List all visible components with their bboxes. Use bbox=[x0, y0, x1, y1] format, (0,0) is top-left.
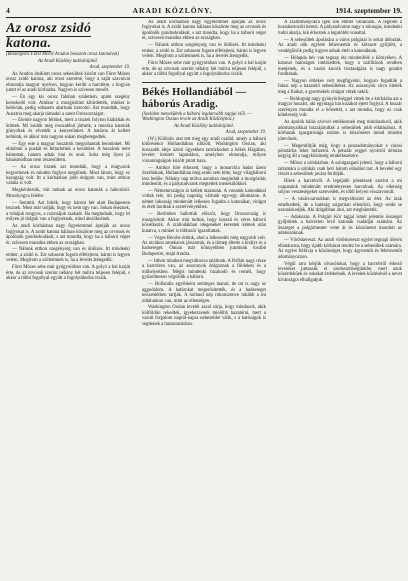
paragraph: — Németországon át kellett utaznunk. A vonatok katonákkal voltak tele, mi pedig napokig vártunk egy-egy állomáson. A német lakosság mindenütt lelkesen fogadta a katonákat, virágot és ételt hordtak a szerelvényekhez. bbox=[142, 188, 266, 211]
paragraph: — Megemlítjük még, hogy a pénzadományokat a városi pénztárba lehet befizetni. A pénztár reggel nyolctól délután négyig áll a nagyközönség rendelkezésére. bbox=[278, 143, 402, 160]
paragraph: — Hólapda hév van tegnap óta mindenfelé a környéken. A katonai hatóságok intézkedtek, hogy a szállítások rendben menjenek, és a vasúti kocsik tisztaságára is nagy gondot fordítanak. bbox=[278, 55, 402, 78]
paragraph: Az aradi kórházban nagy figyelemmel ápolják az orosz foglyokat is. A zsidó katona hálásan köszönte meg az orvosok és ápolónők gondoskodását, s azt mondta, hogy ha a háború véget ér, szívesen maradna ebben az országban. bbox=[142, 20, 266, 42]
paragraph: Az Aradon átsiklott orosz sebesültek között van Fürst Mózes orosz zsidó katona, aki most szeretné, hogy a saját szavaival elmondja magyar nyelven, hogyan került a harctérre, s hogyan jutott el az aradi kórházba. Nagyon is szívesen mesélt. bbox=[6, 71, 130, 94]
article1-headline: Az orosz zsidó katona. bbox=[6, 21, 92, 51]
paragraph: — Berlinben hallottuk először, hogy Oroszország is mozgósított. Akkor már tudtuk, hogy hosszú és véres háború következik. A szállodákban idegeneket kerestek kémek után kutatva, s minket is többször igazoltattak. bbox=[142, 212, 266, 234]
column-3 bbox=[278, 20, 402, 576]
paragraph: — A vásárcsarnokban is megváltozott az élet. Az árak emelkedtek, de a hatóság szigorúan ellenőrzi, hogy senki se uzsoráskodjék. Aki drágábban árul, azt megbüntetik. bbox=[278, 197, 402, 213]
issue-date: 1914. szeptember 19. bbox=[335, 5, 402, 15]
paragraph: — A sebesültek ápolására a város polgárai is sokat áldoztak. Az aradi nők egylete fehérneműt és kötszert gyűjtött, a vendéglősök pedig ingyen adnak ételt a katonáknak. bbox=[278, 37, 402, 54]
paragraph: — Vöröskereszt. Az aradi vöröskereszt egylet tegnapi ülésén elhatározta, hogy újabb kórházat rendez be a sebesültek számára. Az egylet felhívja a közönséget, hogy ágyneműt és fehérneműt adományozzon. bbox=[278, 238, 402, 260]
paragraph: — Eleinte nagyon féltünk, mert a tisztek folyton kiabáltak és ütöttek. Mi zsidók még rosszabbul jártunk, a muszka katonák gúnyoltak és elvették a kenyerünket. A határon át kellett kelnünk, és akkor már nagyon sokan megbetegedtek. bbox=[6, 118, 130, 140]
column-2 bbox=[142, 20, 266, 576]
page-number: 4 bbox=[6, 5, 10, 15]
article1-subheadline: (Beszélgetés Fürst Mórié Aradon bosozott orosz katonával) bbox=[6, 52, 119, 57]
paragraph: Végül arra kérjük olvasóinkat, hogy a harctérről érkező leveleket juttassák el szerkesztőségünkbe, mert azok közérdekűek és sokakat érdekelnek. A levelek közlésénél a nevet kívánságra elhallgatjuk. bbox=[278, 261, 402, 283]
paragraph: — Semmit. Azt hitték, hogy három hét alatt Budapesten lesznek. Most már tudják, hogy ez nem úgy van. Sokan éheznek, a ruhájuk rongyos, a csizmájuk szakadt. Ha megtudnák, hogy itt milyen jó dolguk van a foglyoknak, mind átszöknének. bbox=[6, 200, 130, 223]
paragraph: — Én egy kis orosz faluban születtem, apám szegény kereskedő volt. Amikor a mozgósítást kihirdették, minket is behívtak, pedig sohasem akartunk harcolni. Azt mondták, hogy Ausztria meg akarja támadni a szent Oroszországot. bbox=[6, 95, 130, 117]
article-divider bbox=[142, 82, 266, 83]
paragraph: Megkérdeztük, mit tudnak az orosz katonák a háborúról. Mosolyogva felelte: bbox=[6, 188, 130, 199]
newspaper-title: ARADI KÖZLÖNY. bbox=[132, 5, 213, 15]
article2-dateline: Arad, szeptember 19. bbox=[225, 130, 266, 136]
article2-subheadline: (Szeliden menekültek a háború legdurvább napjai elől. — Washington Ossian levele az Aradi Közlönyhöz.) bbox=[142, 111, 252, 122]
paragraph: A szállítmányokra igen sok ember várakozik. A legtöbb a hozzátartozóit keresi. A pályaudvaron nagy a tolongás, mindenki tudni akarja, kik érkeztek a legutóbbi vonattal. bbox=[278, 20, 402, 36]
paragraph: — Nálunk otthon szegénység van és üldözés. Itt mindenki ember, a zsidó is. Ezt sohasem fogom elfelejteni, bármi is legyen velem. Megírom a szüleimnek is, ha a levelet átengedik. bbox=[142, 43, 266, 60]
paragraph: — Nálunk otthon szegénység van és üldözés. Itt mindenki ember, a zsidó is. Ezt sohasem fogom elfelejteni, bármi is legyen velem. Megírom a szüleimnek is, ha a levelet átengedik. bbox=[6, 247, 130, 264]
article1-correspondent: Az Aradi Közlöny tudósítójától. bbox=[38, 58, 98, 64]
paragraph: — Nagyon érdekes volt megfigyelni, hogyan fogadták a falusi nép a hazatérő sebesülteket. Az asszonyok sírva ölelték meg a fiaikat, a gyermekek virágot vittek nekik. bbox=[278, 79, 402, 95]
paragraph: — Adakozás. A Polgári Kör tagjai ismét jelentős összeget gyűjtöttek a harctéren levő katonák családjai számára. Az összeget a polgármester vette át és köszönetet mondott az adakozóknak. bbox=[278, 214, 402, 237]
paragraph: — Hollandia egyébként semleges marad, de ott is nagy az aggodalom. A határokat megerősítették, és a hadsereget készenlétben tartják. A holland nép rokonszenve inkább a mi oldalunkon van, mint az ellenségen. bbox=[142, 282, 266, 304]
paragraph: — Az orosz tisztek azt mondták, hogy a magyarok kegyetlenek és minden foglyot megölnek. Most látom, hogy ez hazugság volt. Itt a kórházban jobb dolgom van, mint otthon valaha is volt. bbox=[6, 165, 130, 187]
paragraph: Fürst Mózes sebe már gyógyulóban van. A golyó a bal karját érte, de az orvosok szerint néhány hét múlva teljesen felépül, s akkor a többi fogollyal együtt a fogolytáborba viszik. bbox=[142, 61, 266, 78]
article2-correspondent: Az Aradi Közlöny tudósítójától. bbox=[174, 123, 234, 129]
paragraph: — Végre Bécsbe értünk, ahol a lelkesedés még nagyobb volt. Az utcákon zenekarok játszottak, és a tömeg éltette a királyt és a hadsereget. Onnan már könnyebben jutottunk tovább Budapestre, majd Aradra. bbox=[142, 235, 266, 257]
paragraph: (W.) Különös utat tett meg egy aradi család, amely a háború kitörésekor Hollandiában időzött. Washington Ossian, aki hosszabb ideje üzleti ügyekben tartózkodott a békés Hágában, levelet intézett lapunkhoz, amelyben elmondja, milyen viszontagságok között jutott haza. bbox=[142, 136, 266, 164]
paragraph: — Boldogság nagy gyönyörűséggel vittek be a kórházba azt a magyar huszárt, aki egymaga hat kozákot ejtett foglyul. A huszár szerényen mondta el a hőstettét, s azt mondta, hogy ez csak kötelesség volt. bbox=[278, 96, 402, 119]
paragraph: Washington Ossian levelét azzal zárja, hogy mindazok, akik külföldön rekedtek, igyekezzenek mielőbb hazatérni, mert a vasúti forgalom napról-napra nehezebbé válik, s a hatóságok is segítenek a hazautazásban. bbox=[142, 305, 266, 327]
masthead bbox=[6, 3, 402, 18]
page-columns bbox=[6, 20, 402, 576]
article2-headline: Békés Hollandiából — háborús Aradig. bbox=[142, 86, 247, 110]
paragraph: Az aradi kórházban nagy figyelemmel ápolják az orosz foglyokat is. A zsidó katona hálásan köszönte meg az orvosok és ápolónők gondoskodását, s azt mondta, hogy ha a háború véget ér, szívesen maradna ebben az országban. bbox=[6, 224, 130, 246]
paragraph: — Egy este a magyar huszárok megrohantak bennünket. Mi eldobtuk a puskát és feltartottuk a kezünket. A huszárok nem bántottak, hanem adtak inni és enni. Soha még ilyen jó bánásmódban nem részesültem. bbox=[6, 141, 130, 164]
paragraph: — Itthon mindent megváltozva találtunk. A férfiak nagy része a harctéren van, az asszonyok dolgoznak a földeken és a műhelyekben. Mégis mindenki bizakodó és reméli, hogy győzelmesen végződik a háború. bbox=[142, 258, 266, 281]
paragraph: — Amikor híre érkezett, hogy a monarchia hadat üzent Szerbiának, Hollandiában még senki sem hitte, hogy világháború lesz belőle. Néhány nap múlva azonban megindult a mozgósítás mindenütt, és a pályaudvarok megteltek menekülőkkel. bbox=[142, 165, 266, 187]
paragraph: Az ápolók hálás szívvel emlékeznek meg mindazokról, akik adományaikkal hozzájárultak a sebesültek jobb ellátásához. A kórházak igazgatósága ezúton is köszönetet mond minden jótevőnek. bbox=[278, 120, 402, 142]
paragraph: Hírek a harctérről. A legújabb jelentések szerint a mi csapataink mindenütt eredményesen harcolnak. Az ellenség súlyos veszteségeket szenvedett, és több helyen visszavonult. bbox=[278, 179, 402, 196]
paragraph: Fürst Mózes sebe már gyógyulóban van. A golyó a bal karját érte, de az orvosok szerint néhány hét múlva teljesen felépül, s akkor a többi fogollyal együtt a fogolytáborba viszik. bbox=[6, 265, 130, 282]
paragraph: — Műsor a színházban. A színigazgató jelenti, hogy a háború tartamára a színház csak heti három előadást tart. A bevétel egy részét a sebesültek javára fordítják. bbox=[278, 161, 402, 178]
column-1 bbox=[6, 20, 130, 576]
article1-dateline: Arad, szeptember 19. bbox=[89, 65, 130, 71]
